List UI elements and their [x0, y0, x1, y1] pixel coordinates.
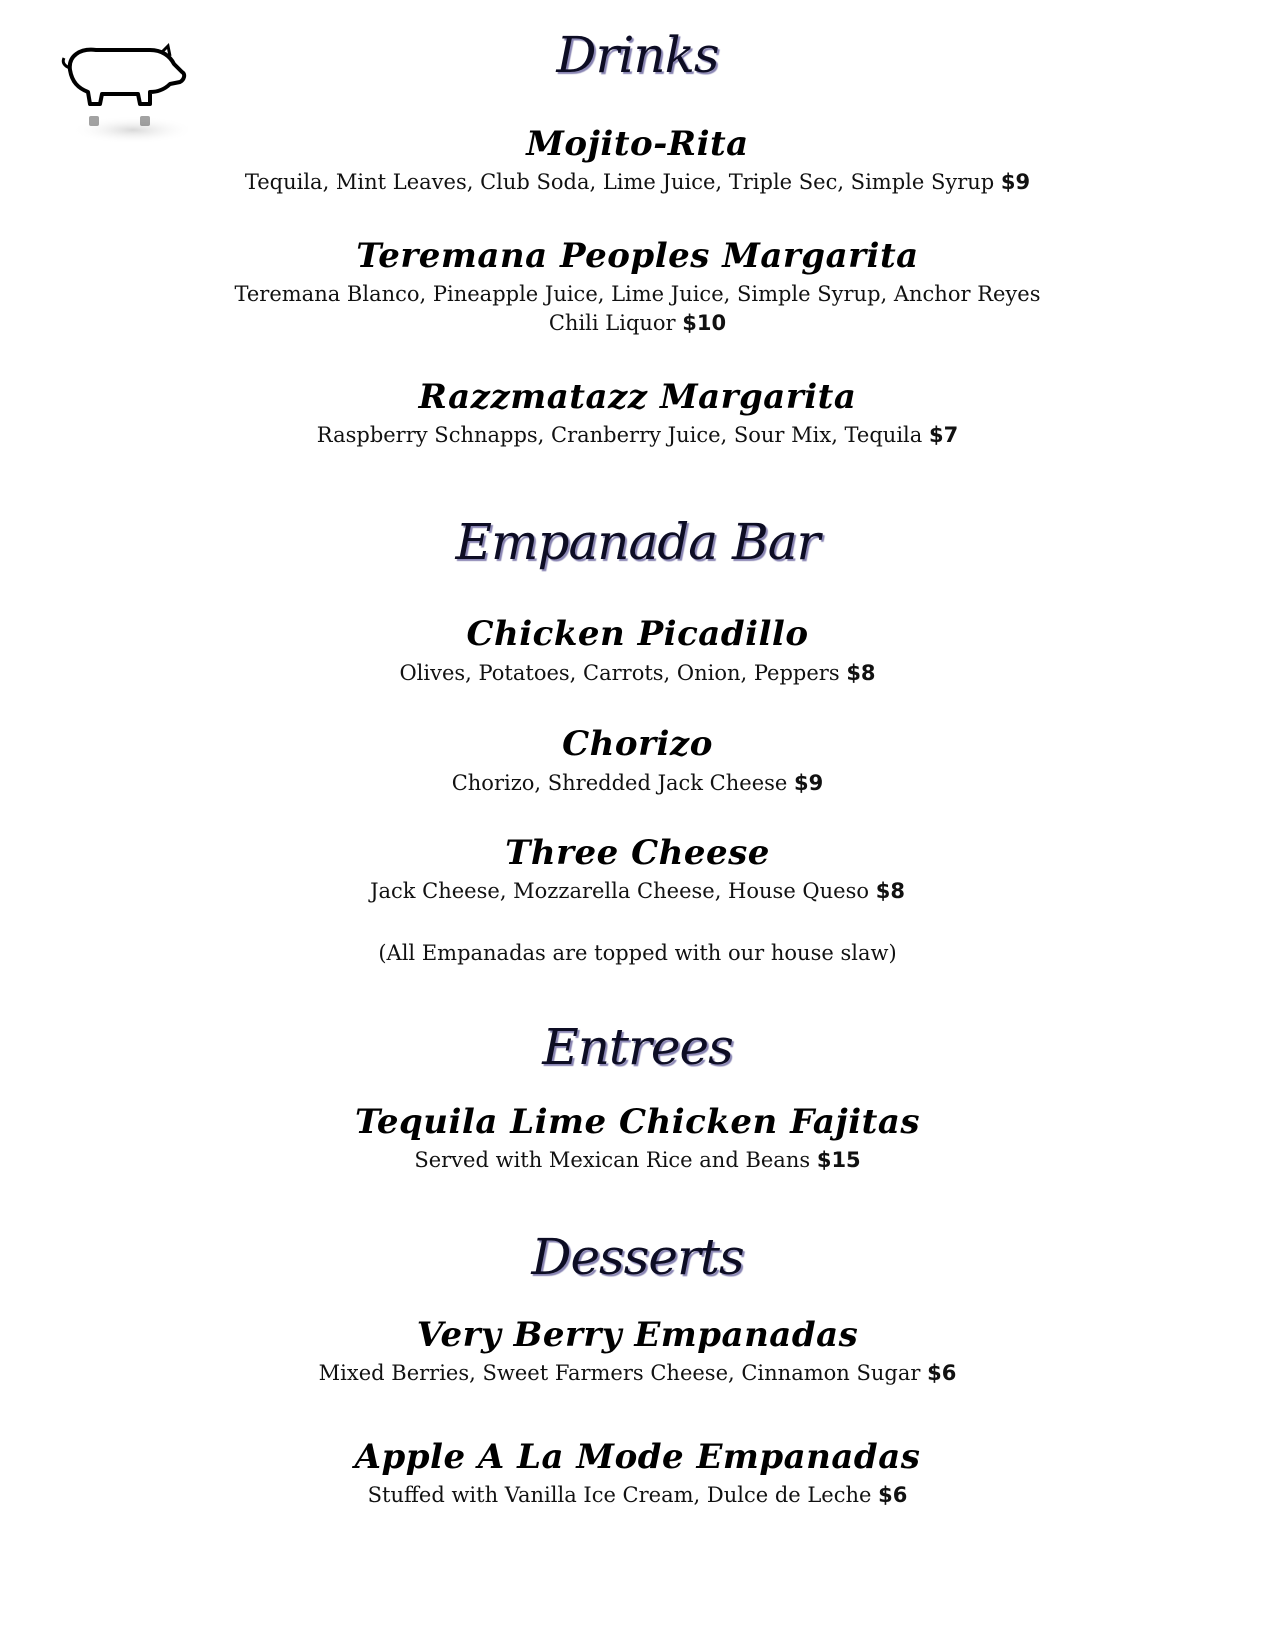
empanada-name-chicken-picadillo: Chicken Picadillo	[466, 614, 809, 654]
empanada-name-chorizo: Chorizo	[562, 724, 713, 764]
price: $9	[1000, 170, 1031, 194]
drinks-heading: Drinks	[556, 26, 719, 84]
drink-desc-razzmatazz: Raspberry Schnapps, Cranberry Juice, Sour Mix, Tequila $7	[316, 423, 959, 447]
price: $7	[928, 423, 959, 447]
drink-desc-mojito-rita: Tequila, Mint Leaves, Club Soda, Lime Juice, Triple Sec, Simple Syrup $9	[244, 170, 1031, 194]
price: $8	[846, 661, 876, 685]
empanada-note: (All Empanadas are topped with our house slaw)	[378, 941, 897, 965]
dessert-name-apple-a-la-mode: Apple A La Mode Empanadas	[354, 1437, 921, 1477]
empanada-desc-three-cheese: Jack Cheese, Mozzarella Cheese, House Queso $8	[370, 879, 905, 903]
empanada-desc-chicken-picadillo: Olives, Potatoes, Carrots, Onion, Peppers $8	[399, 661, 876, 685]
price: $10	[682, 311, 727, 335]
empanada-desc-chorizo: Chorizo, Shredded Jack Cheese $9	[451, 771, 824, 795]
dessert-name-very-berry: Very Berry Empanadas	[416, 1315, 859, 1355]
drink-name-teremana: Teremana Peoples Margarita	[356, 236, 919, 276]
dessert-desc-very-berry: Mixed Berries, Sweet Farmers Cheese, Cinnamon Sugar $6	[318, 1361, 957, 1385]
price: $6	[927, 1361, 957, 1385]
desserts-heading: Desserts	[531, 1228, 744, 1286]
drink-name-mojito-rita: Mojito-Rita	[526, 124, 749, 164]
price: $8	[875, 879, 905, 903]
price: $6	[878, 1483, 908, 1507]
entree-name-fajitas: Tequila Lime Chicken Fajitas	[354, 1102, 921, 1142]
dessert-desc-apple-a-la-mode: Stuffed with Vanilla Ice Cream, Dulce de Leche $6	[367, 1483, 908, 1507]
price: $15	[816, 1148, 861, 1172]
empanada-bar-heading: Empanada Bar	[455, 513, 820, 571]
entrees-heading: Entrees	[542, 1018, 733, 1076]
price: $9	[794, 771, 824, 795]
empanada-name-three-cheese: Three Cheese	[505, 833, 770, 873]
drink-name-razzmatazz: Razzmatazz Margarita	[418, 377, 857, 417]
entree-desc-fajitas: Served with Mexican Rice and Beans $15	[414, 1148, 861, 1172]
drink-desc-teremana: Teremana Blanco, Pineapple Juice, Lime Juice, Simple Syrup, Anchor Reyes Chili Liquor $10	[234, 282, 1041, 335]
